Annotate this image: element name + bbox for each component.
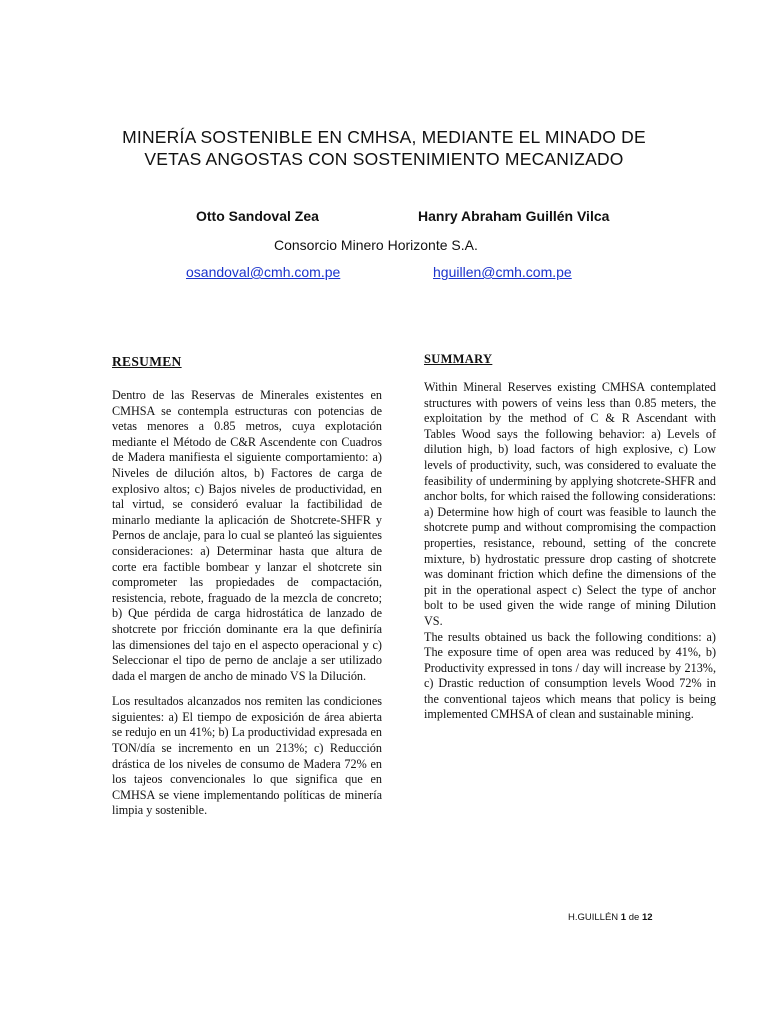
page-footer bbox=[568, 912, 653, 923]
footer-page-total: 12 bbox=[641, 912, 653, 923]
summary-body bbox=[424, 380, 716, 733]
author-1-email-link[interactable]: osandoval@cmh.com.pe bbox=[186, 264, 341, 280]
author-1-name: Otto Sandoval Zea bbox=[196, 208, 319, 224]
affiliation: Consorcio Minero Horizonte S.A. bbox=[274, 237, 478, 253]
resumen-body bbox=[112, 388, 382, 829]
title-line-2: VETAS ANGOSTAS CON SOSTENIMIENTO MECANIZADO bbox=[144, 149, 624, 169]
resumen-heading: RESUMEN bbox=[112, 354, 182, 369]
footer-of: de bbox=[628, 912, 640, 923]
title-line-1: MINERÍA SOSTENIBLE EN CMHSA, MEDIANTE EL MINADO DE bbox=[122, 127, 646, 147]
footer-page-number: 1 bbox=[620, 912, 627, 923]
paper-title bbox=[80, 126, 688, 170]
resumen-paragraph-2: Los resultados alcanzados nos remiten las condiciones siguientes: a) El tiempo de exposición de área abierta se redujo en un 41%; b) La productividad expresada en TON/día se incremento en un 213%; c) Reducción drástica de los niveles de consumo de Madera 72% en los tajeos convencionales lo que significa que en CMHSA se viene implementando políticas de minería limpia y sostenible. bbox=[112, 694, 382, 818]
summary-heading: SUMMARY bbox=[424, 352, 493, 366]
footer-author: H.GUILLÉN bbox=[568, 912, 619, 923]
summary-paragraph-1: Within Mineral Reserves existing CMHSA contemplated structures with powers of veins less than 0.85 meters, the exploitation by the method of C & R Ascendant with Tables Wood says the following behavior: a) Levels of dilution high, b) load factors of high explosive, c) Low levels of productivity, such, was considered to evaluate the feasibility of undermining by applying shotcrete-SHFR and anchor bolts, for which raised the following considerations: a) Determine how high of court was feasible to launch the shotcrete pump and without compromising the compaction properties, resistance, rebound, setting of the concrete mixture, b) hydrostatic pressure drop casting of shotcrete was dominant friction which define the dimensions of the pit in the operational aspect c) Select the type of anchor bolt to be used given the wide range of mining Dilution VS. bbox=[424, 380, 716, 628]
summary-paragraph-2: The results obtained us back the following conditions: a) The exposure time of open area was reduced by 41%, b) Productivity expressed in tons / day will increase by 213%, c) Drastic reduction of consumption levels Wood 72% in the conventional tajeos which means that policy is being implemented CMHSA of clean and sustainable mining. bbox=[424, 629, 716, 722]
author-2-email-link[interactable]: hguillen@cmh.com.pe bbox=[433, 264, 572, 280]
resumen-paragraph-1: Dentro de las Reservas de Minerales existentes en CMHSA se contempla estructuras con potencias de vetas menores a 0.85 metros, cuya explotación mediante el Método de C&R Ascendente con Cuadros de Madera manifiesta el siguiente comportamiento: a) Niveles de dilución altos, b) Factores de carga de explosivo altos; c) Bajos niveles de productividad, en tal virtud, se consideró evaluar la factibilidad de minarlo mediante la aplicación de Shotcrete-SHFR y Pernos de anclaje, para lo cual se planteó las siguientes consideraciones: a) Determinar hasta que altura de corte era factible bombear y lanzar el shotcrete sin comprometer las propiedades de compactación, resistencia, rebote, fraguado de la mezcla de concreto; b) Que pérdida de carga hidrostática de lanzado de shotcrete por fricción dominante era la que definiría las dimensiones del tajo en el aspecto operacional y c) Seleccionar el tipo de perno de anclaje a ser utilizado dada el margen de ancho de minado VS la Dilución. bbox=[112, 388, 382, 683]
author-2-name: Hanry Abraham Guillén Vilca bbox=[418, 208, 610, 224]
